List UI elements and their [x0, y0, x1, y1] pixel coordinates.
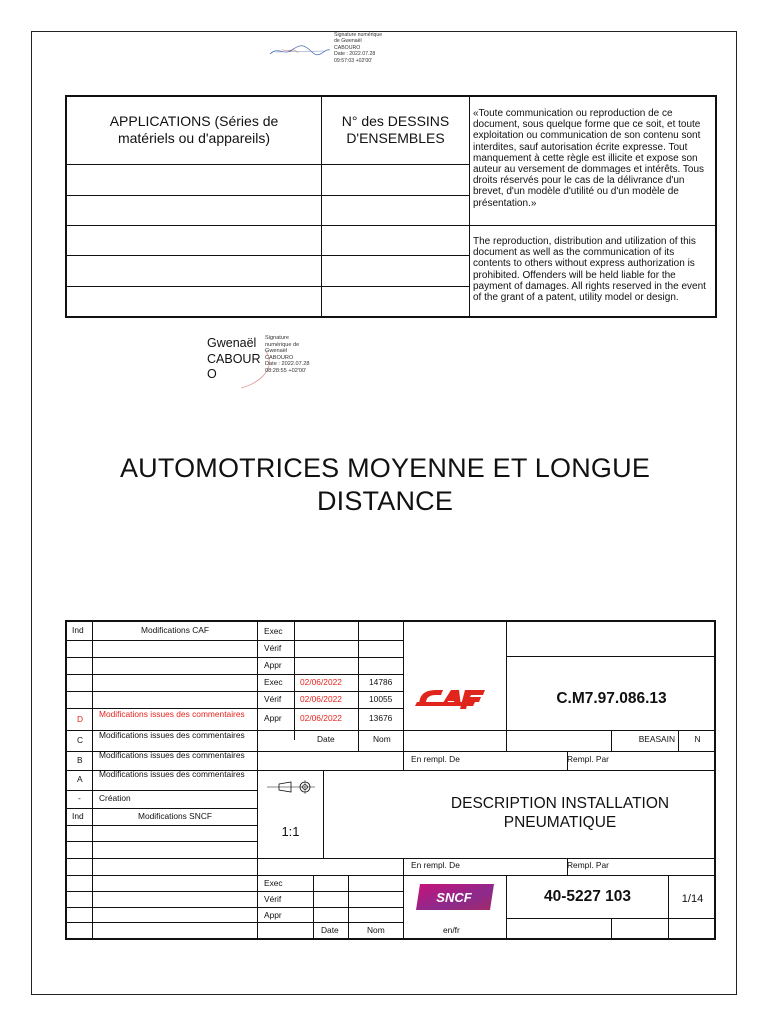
mod-caf-header: Modifications CAF: [141, 625, 209, 635]
sign-role: Exec: [264, 626, 283, 636]
en-rempl-de: En rempl. De: [411, 754, 460, 764]
signature-line: Gwenaël: [265, 348, 288, 354]
drawings-column: [322, 97, 470, 316]
header-line: N° des DESSINS: [341, 113, 450, 129]
grid-line: [403, 622, 404, 751]
drawings-header: [322, 113, 469, 147]
table-rule: [67, 255, 470, 256]
grid-line: [67, 841, 257, 842]
grid-line: [668, 875, 669, 938]
grid-line: [67, 858, 716, 859]
table-rule: [67, 225, 470, 226]
signature-line: 09:57:03 +02'00': [334, 57, 373, 64]
page-number: 1/14: [681, 893, 704, 905]
title-line: DISTANCE: [316, 486, 454, 516]
document-title: [60, 452, 710, 518]
date-label: Date: [321, 925, 339, 935]
sign-nom: 10055: [369, 694, 393, 704]
title-block: [65, 620, 716, 940]
revision-ind: D: [77, 714, 84, 724]
grid-line: [506, 918, 716, 919]
date-label: Date: [317, 734, 335, 744]
caf-logo-text: CAF: [415, 682, 417, 683]
grid-line: [67, 825, 257, 826]
sign-role: Exec: [264, 677, 283, 687]
sign-role: Appr: [264, 660, 282, 670]
revision-ind: -: [78, 793, 81, 803]
signer-name-line: CABOUR: [207, 351, 261, 366]
place: BEASAIN: [638, 734, 675, 744]
first-angle-projection-icon: [265, 778, 317, 796]
sncf-logo-icon: [414, 880, 496, 914]
sncf-logo-text: SNCF: [436, 890, 472, 905]
revision-text: Modifications issues des commentaires: [99, 750, 245, 760]
grid-line: [506, 875, 507, 938]
signature-line: CABOURO: [265, 354, 294, 361]
grid-line: [358, 622, 359, 751]
ind-header: Ind: [72, 625, 84, 635]
signature-line: Date : 2022.07.28: [334, 51, 376, 58]
grid-line: [67, 907, 403, 908]
header-line: APPLICATIONS (Séries de: [109, 113, 279, 129]
rempl-par: Rempl. Par: [567, 754, 609, 764]
caf-doc-number: C.M7.97.086.13: [556, 690, 667, 707]
sncf-doc-number: 40-5227 103: [543, 888, 632, 905]
grid-line: [403, 875, 404, 938]
title-line: AUTOMOTRICES MOYENNE ET LONGUE: [119, 453, 651, 483]
caf-logo-icon: [415, 682, 497, 716]
description: [404, 794, 716, 832]
en-rempl-de: En rempl. De: [411, 860, 460, 870]
applications-header: [67, 113, 321, 147]
digital-signature-mid: [207, 336, 347, 388]
sign-role: Vérif: [264, 694, 282, 704]
sign-role: Vérif: [264, 643, 282, 653]
description-line: PNEUMATIQUE: [503, 814, 617, 831]
table-rule: [67, 195, 470, 196]
language: en/fr: [443, 925, 460, 935]
grid-line: [67, 674, 403, 675]
revision-ind: B: [77, 755, 83, 765]
grid-line: [67, 808, 257, 809]
signature-line: CABOURO: [334, 44, 361, 51]
table-rule: [67, 286, 470, 287]
applications-column: [67, 97, 322, 316]
revision-ind: C: [77, 735, 84, 745]
signer-name-line: O: [207, 367, 217, 381]
table-rule: [67, 164, 470, 165]
grid-line: [67, 922, 403, 923]
sign-role: Appr: [264, 713, 282, 723]
sign-date: 02/06/2022: [300, 713, 342, 723]
rempl-par: Rempl. Par: [567, 860, 609, 870]
sign-date: 02/06/2022: [300, 677, 342, 687]
grid-line: [67, 657, 403, 658]
sign-nom: 13676: [369, 713, 393, 723]
revision-ind: A: [77, 774, 83, 784]
applications-table: [65, 95, 717, 318]
ind-header: Ind: [72, 811, 84, 821]
grid-line: [67, 640, 403, 641]
grid-line: [403, 858, 404, 875]
grid-line: [323, 770, 324, 858]
signature-line: Signature: [265, 335, 289, 341]
notice-separator: [470, 225, 715, 226]
signature-line: de Gwenaël: [334, 38, 362, 45]
signature-line: numérique de: [265, 341, 300, 348]
notice-english: The reproduction, distribution and utilization of this document as well as the communication of its contents to others without express authorization is prohibited. Offenders will be held liable for the payment of damages. All rights reserved in the event of the grant of a patent, utility model or design.: [473, 236, 706, 304]
sign-date: 02/06/2022: [300, 694, 342, 704]
revision-text: Modifications issues des commentaires: [99, 730, 245, 740]
revision-text: Modifications issues des commentaires: [99, 709, 245, 719]
sign-role: Exec: [264, 878, 283, 888]
sign-nom: 14786: [369, 677, 393, 687]
grid-line: [67, 691, 403, 692]
description-line: DESCRIPTION INSTALLATION: [450, 795, 670, 812]
signature-scribble-icon: [268, 40, 332, 60]
notice-french: «Toute communication ou reproduction de ce document, sous quelque forme que ce soit, et toute exploitation ou communication de son contenu sont interdites, sauf autorisation écrite expresse. Tout manquement à cette règle est illicite et expose son auteur au versement de dommages et intérêts. Tous droits réservés pour le cas de la délivrance d'un brevet, d'un modèle d'utilité ou d'un modèle de présentation.»: [473, 108, 705, 209]
grid-line: [403, 751, 404, 770]
nom-label: Nom: [367, 925, 385, 935]
sign-role: Appr: [264, 910, 282, 920]
signature-line: 08:28:55 +02'00': [265, 367, 307, 374]
grid-line: [611, 918, 612, 938]
grid-line: [506, 622, 507, 751]
nom-label: Nom: [373, 734, 391, 744]
grid-line: [506, 656, 716, 657]
header-line: D'ENSEMBLES: [346, 130, 445, 146]
grid-line: [67, 891, 403, 892]
header-line: matériels ou d'appareils): [117, 130, 271, 146]
scale: 1:1: [281, 824, 300, 839]
revision-text: Création: [99, 793, 131, 803]
grid-line: [67, 875, 716, 876]
revision-text: Modifications issues des commentaires: [99, 769, 245, 779]
signature-line: Date : 2022.07.28: [265, 361, 310, 367]
lang-code: N: [694, 734, 701, 744]
signature-line: Signature numérique: [334, 32, 383, 38]
grid-line: [67, 790, 257, 791]
signer-name-line: Gwenaël: [207, 336, 257, 350]
mod-sncf-header: Modifications SNCF: [137, 811, 212, 821]
sign-role: Vérif: [264, 894, 282, 904]
grid-line: [611, 730, 612, 751]
digital-signature-top: [268, 34, 408, 64]
